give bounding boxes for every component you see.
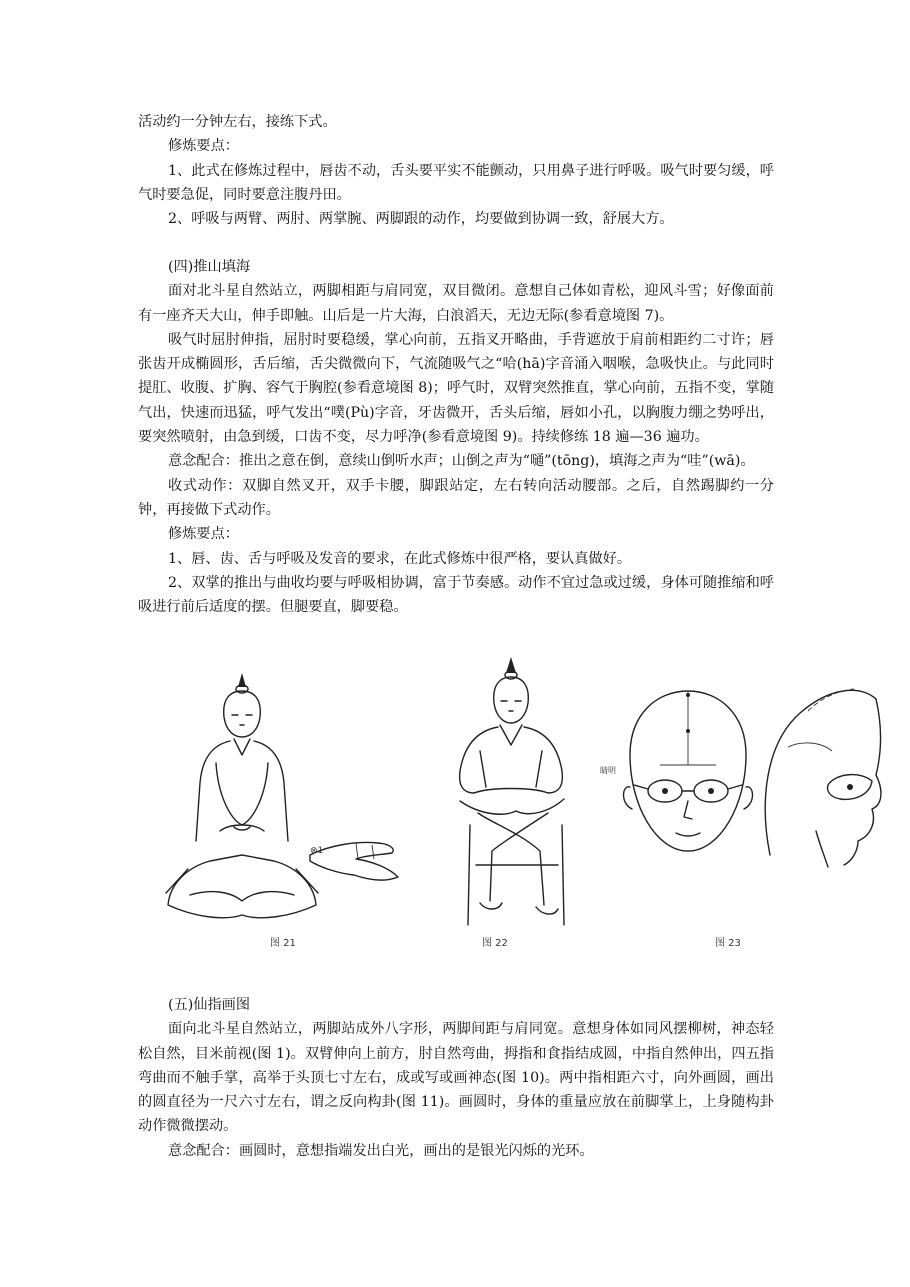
illustrations-svg bbox=[160, 655, 890, 955]
section-4 bbox=[138, 255, 774, 619]
paragraph: 吸气时屈肘伸指，屈肘时要稳缓，掌心向前，五指叉开略曲，手背遮放于肩前相距约二寸许；唇张齿开成椭圆形，舌后缩，舌尖微微向下，气流随吸气之“哈(hā)字音涌入咽喉，急吸快止。与此同时提肛、收腹、扩胸、容气于胸腔(参看意境图 8)；呼气时，双臂突然推直，掌心向前，五指不变，掌随气出，快速而迅猛，呼气发出“噗(Pù)字音，牙齿微开，舌头后缩，唇如小孔，以胸腹力绷之势呼出，要突然喷射，由急到缓，口齿不变，尽力呼净(参看意境图 9)。持续修练 18 遍—36 遍功。 bbox=[138, 331, 774, 446]
section-top bbox=[138, 110, 774, 231]
paragraph: 2、呼吸与两臂、两肘、两掌腕、两脚跟的动作，均要做到协调一致，舒展大方。 bbox=[168, 211, 674, 228]
figure-22-seated-person bbox=[460, 657, 564, 925]
paragraph: 面对北斗星自然站立，两脚相距与肩同宽，双目微闭。意想自己体如青松，迎风斗雪；好像面前有一座齐天大山，伸手即触。山后是一片大海，白浪滔天，无边无际(参看意境图 7)。 bbox=[138, 283, 774, 324]
section-heading: 修炼要点： bbox=[168, 526, 239, 543]
paragraph: 1、此式在修炼过程中，唇齿不动，舌头要平实不能颤动，只用鼻子进行呼吸。吸气时要匀缓，呼气时要急促，同时要意注腹丹田。 bbox=[138, 162, 774, 203]
figure-21-hand-detail bbox=[310, 843, 398, 881]
label-text: 睛明 bbox=[600, 766, 616, 775]
paragraph: 面向北斗星自然站立，两脚站成外八字形，两脚间距与肩同宽。意想身体如同风摆柳树，神态轻松自然，目米前视(图 1)。双臂伸向上前方，肘自然弯曲，拇指和食指结成圆，中指自然伸出，四五指弯曲而不触手掌，高举于头顶七寸左右，成或写或画神态(图 10)。两中指相距六寸，向外画圆，画出的圆直径为一尺六寸左右，谓之反向构卦(图 11)。画圆时，身体的重量应放在前脚掌上，上身随构卦动作微微摆动。 bbox=[138, 1021, 774, 1135]
figure-caption-21: 图 21 bbox=[270, 938, 296, 949]
figure-23-side-head bbox=[765, 689, 881, 867]
section-heading: 修炼要点： bbox=[168, 138, 239, 155]
section-title: (四)推山填海 bbox=[168, 259, 251, 275]
section-5 bbox=[138, 993, 774, 1163]
paragraph: 1、唇、齿、舌与呼吸及发音的要求，在此式修炼中很严格，要认真做好。 bbox=[168, 550, 632, 567]
hand-label: ⊗1 bbox=[310, 846, 324, 856]
section-title: (五)仙指画图 bbox=[168, 997, 251, 1013]
figure-caption-22: 图 22 bbox=[482, 938, 508, 949]
figure-23-front-head bbox=[600, 691, 753, 851]
illustration-strip bbox=[160, 655, 890, 955]
paragraph: 收式动作：双脚自然叉开，双手卡腰，脚跟站定，左右转向活动腰部。之后，自然踢脚约一分钟，再接做下式动作。 bbox=[138, 477, 774, 518]
paragraph: 活动约一分钟左右，接练下式。 bbox=[138, 114, 337, 130]
paragraph: 意念配合：画圆时，意想指端发出白光，画出的是银光闪烁的光环。 bbox=[168, 1142, 594, 1159]
figure-21-meditating-person bbox=[166, 673, 318, 918]
paragraph: 意念配合：推出之意在倒，意续山倒听水声；山倒之声为“嗵”(tōng)，填海之声为“哇”(wā)。 bbox=[168, 453, 755, 470]
paragraph: 2、双掌的推出与曲收均要与呼吸相协调，富于节奏感。动作不宜过急或过缓，身体可随推缩和呼吸进行前后适度的摆。但腿要直，脚要稳。 bbox=[138, 574, 774, 616]
figure-caption-23: 图 23 bbox=[715, 938, 741, 949]
